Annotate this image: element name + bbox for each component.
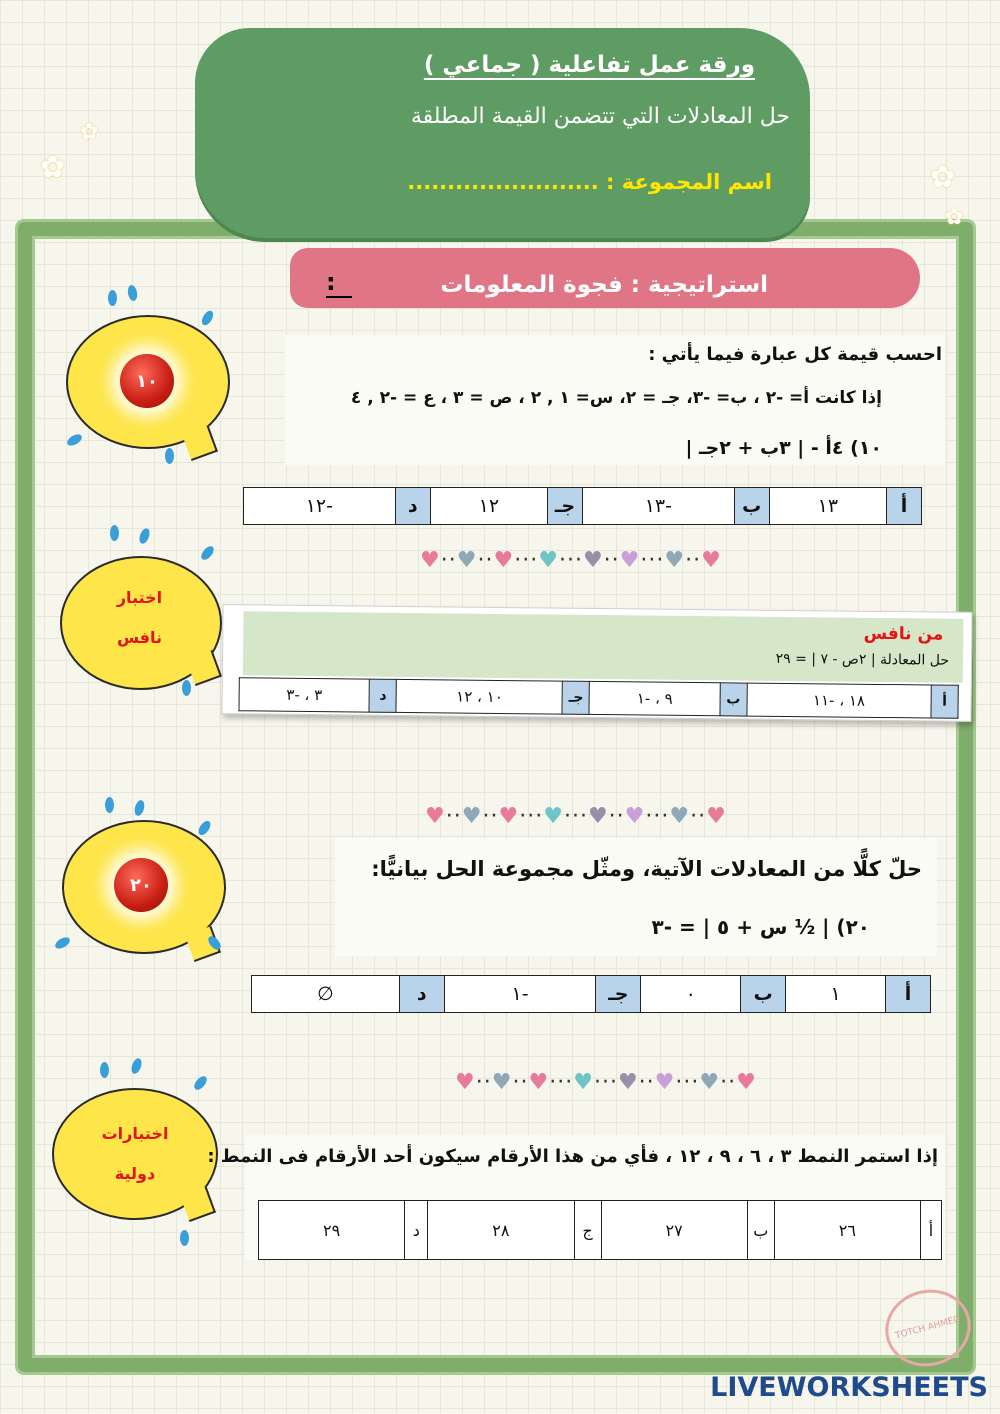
drop-icon xyxy=(165,448,174,464)
option-d[interactable]: ∅ xyxy=(252,976,400,1013)
option-c[interactable]: -١ xyxy=(444,976,596,1013)
option-letter: جـ xyxy=(562,681,589,714)
option-b[interactable]: ٩ ، -١ xyxy=(589,681,720,715)
option-c[interactable]: ١٠ ، ١٢ xyxy=(396,679,562,714)
drop-icon xyxy=(105,797,114,813)
banner-colon: : xyxy=(326,268,352,298)
q1-given: إذا كانت أ= -٢ ، ب= -٣، جـ = ٢، س= ١ , ٢ ، ص = ٣ ، ع = -٢ , ٤ xyxy=(350,388,882,408)
nafes-question: حل المعادلة | ٢ص - ٧ | = ٢٩ xyxy=(775,650,950,669)
liveworksheets-logo: LIVEWORKSHEETS xyxy=(710,1372,988,1403)
flower-icon: ✿ xyxy=(945,205,964,230)
q2-options-table xyxy=(238,677,958,719)
option-letter: أ xyxy=(931,685,958,718)
q3-intro: حلّ كلًّا من المعادلات الآتية، ومثّل مجموعة الحل بيانيًّا: xyxy=(371,857,922,881)
option-letter: جـ xyxy=(548,488,583,525)
option-letter: د xyxy=(405,1201,428,1260)
hearts-divider: ♥··♥··♥···♥···♥··♥···♥··♥ xyxy=(455,1070,757,1095)
option-a[interactable]: ١ xyxy=(786,976,886,1013)
option-letter: ج xyxy=(574,1201,601,1260)
hearts-divider: ♥··♥··♥···♥···♥··♥···♥··♥ xyxy=(425,804,727,829)
option-letter: د xyxy=(395,488,430,525)
bubble-label: نافس xyxy=(116,628,163,647)
option-letter: أ xyxy=(886,976,931,1013)
option-d[interactable]: ٢٩ xyxy=(259,1201,405,1260)
hearts-divider: ♥··♥··♥···♥···♥··♥···♥··♥ xyxy=(420,548,722,573)
drop-icon xyxy=(108,290,117,306)
option-d[interactable]: -١٢ xyxy=(244,488,396,525)
option-letter: ب xyxy=(741,976,786,1013)
q4-question: إذا استمر النمط ٣ ، ٦ ، ٩ ، ١٢ ، فأي من هذا الأرقام سيكون أحد الأرقام فى النمط : xyxy=(207,1146,938,1167)
option-letter: د xyxy=(399,976,444,1013)
q1-options-table xyxy=(243,487,922,525)
drop-icon xyxy=(100,1062,109,1078)
speech-bubble-3 xyxy=(62,820,226,954)
option-letter: ب xyxy=(747,1201,774,1260)
bubble-label: دولية xyxy=(114,1164,156,1183)
nafes-source: من نافس xyxy=(863,623,944,645)
speech-bubble-1 xyxy=(66,315,230,449)
bubble-label: اختبارات xyxy=(101,1124,169,1143)
question-badge: ١٠ xyxy=(120,354,174,408)
author-stamp: TOTCH AHMED xyxy=(877,1280,980,1376)
flower-icon: ✿ xyxy=(930,160,956,195)
bubble-label: اختبار xyxy=(116,588,163,607)
q3-options-table xyxy=(251,975,931,1013)
drop-icon xyxy=(180,1230,189,1246)
q3-expression: ٢٠) | ½ س + ٥ | = -٣ xyxy=(651,915,870,939)
option-a[interactable]: ١٨ ، -١١ xyxy=(747,683,932,718)
drop-icon xyxy=(182,680,191,696)
speech-bubble-4 xyxy=(52,1088,218,1220)
option-letter: أ xyxy=(921,1201,942,1260)
q1-expression: ١٠) ٤أ - | ٣ب + ٢جـ | xyxy=(685,437,882,459)
option-letter: جـ xyxy=(596,976,641,1013)
option-letter: د xyxy=(369,679,396,712)
flower-icon: ✿ xyxy=(40,150,66,185)
strategy-text: استراتيجية : فجوة المعلومات xyxy=(440,272,768,298)
option-a[interactable]: ٢٦ xyxy=(774,1201,920,1260)
option-b[interactable]: -١٣ xyxy=(583,488,735,525)
option-letter: ب xyxy=(720,683,747,716)
worksheet-subtitle: حل المعادلات التي تتضمن القيمة المطلقة xyxy=(410,104,790,129)
option-a[interactable]: ١٣ xyxy=(769,488,886,525)
group-name-label: اسم المجموعة : ........................ xyxy=(407,170,772,194)
option-c[interactable]: ١٢ xyxy=(430,488,547,525)
option-letter: أ xyxy=(887,488,922,525)
nafes-header xyxy=(243,611,964,683)
question-badge: ٢٠ xyxy=(114,858,168,912)
option-d[interactable]: ٣ ، -٣ xyxy=(239,678,370,712)
q1-intro: احسب قيمة كل عبارة فيما يأتي : xyxy=(648,344,942,365)
drop-icon xyxy=(110,525,119,541)
option-b[interactable]: ٢٧ xyxy=(601,1201,747,1260)
flower-icon: ✿ xyxy=(80,120,99,145)
q4-options-table xyxy=(258,1200,942,1260)
option-b[interactable]: ٠ xyxy=(641,976,741,1013)
option-c[interactable]: ٢٨ xyxy=(428,1201,574,1260)
option-letter: ب xyxy=(734,488,769,525)
nafes-question-card xyxy=(221,604,972,722)
worksheet-title: ورقة عمل تفاعلية ( جماعي ) xyxy=(423,52,755,78)
